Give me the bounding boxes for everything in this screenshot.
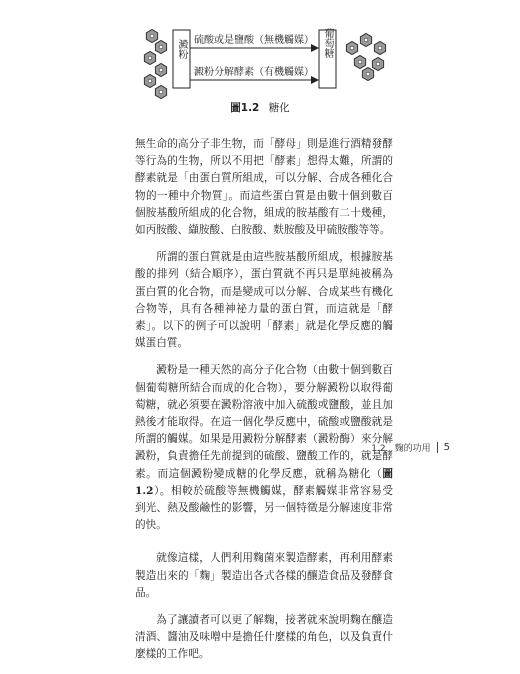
footer-section: 1.2 麴的功用 <box>371 444 431 454</box>
hexagon-dot <box>358 60 362 64</box>
hexagon-dot <box>148 79 152 83</box>
caption-text: 糖化 <box>268 102 290 114</box>
starch-molecule-icon <box>144 30 166 99</box>
page-number: 5 <box>437 442 450 453</box>
paragraph-5: 為了讓讀者可以更了解麴，接著就來說明麴在釀造清酒、醬油及味噌中是擔任什麼樣的角色，以及負責什麼樣的工作吧。 <box>135 614 393 661</box>
paragraph-3-tail: ）。相較於硫酸等無機觸媒，酵素觸媒非常容易受到光、熱及酸鹼性的影響，另一個特徵是分解速度非常的快。 <box>135 484 393 532</box>
hexagon-dot <box>159 45 163 49</box>
hexagon-dot <box>376 62 380 66</box>
hexagon-dot <box>150 34 154 38</box>
figure-caption <box>0 100 520 115</box>
hexagon-dot <box>366 72 370 76</box>
paragraph-4: 就像這樣，人們利用麴菌來製造酵素，再利用酵素製造出來的「麴」製造出各式各樣的釀造食品及發酵食品。 <box>135 552 393 599</box>
paragraph-3-text: 澱粉是一種天然的高分子化合物（由數十個到數百個葡萄糖所結合而成的化合物），要分解澱粉以取得葡萄糖，就必須要在澱粉溶液中加入硫酸或鹽酸，並且加熱後才能取得。在這一個化學反應中，硫酸或鹽酸就是所謂的觸媒。如果是用澱粉分解酵素（澱粉酶）來分解澱粉，負責擔任先前提到的硫酸、鹽酸工作的，就是酵素。而這個澱粉變成糖的化學反應，就稱為糖化（ <box>135 364 393 480</box>
hexagon-dot <box>159 68 163 72</box>
bottom-arrow-label: 澱粉分解酵素（有機觸媒） <box>194 67 314 78</box>
page-footer <box>371 441 450 454</box>
top-arrow-label: 硫酸或是鹽酸（無機觸媒） <box>194 35 314 46</box>
figure-reference: 圖1.2 <box>135 467 393 497</box>
body-text <box>135 136 393 674</box>
hexagon-dot <box>364 38 368 42</box>
glucose-molecule-icon <box>346 34 385 81</box>
glucose-box-label: 葡萄糖 <box>322 28 333 58</box>
hexagon-dot <box>159 90 163 94</box>
hexagon-dot <box>378 46 382 50</box>
paragraph-1: 無生命的高分子非生物，而「酵母」則是進行酒精發酵等行為的生物，所以不用把「酵素」想得太難，所謂的酵素就是「由蛋白質所組成，可以分解、合成各種化合物的一種中介物質」。而這些蛋白質是由數十個到數百個胺基酸所組成的化合物，組成的胺基酸有二十幾種，如丙胺酸、纈胺酸、白胺酸、麩胺酸及甲硫胺酸等等。 <box>135 138 393 237</box>
caption-label: 圖1.2 <box>230 102 260 114</box>
hexagon-dot <box>350 46 354 50</box>
hexagon-dot <box>148 56 152 60</box>
paragraph-2: 所謂的蛋白質就是由這些胺基酸所組成，根據胺基酸的排列（結合順序），蛋白質就不再只是單純被稱為蛋白質的化合物，而是變成可以分解、合成某些有機化合物等，具有各種神祕力量的蛋白質，而這就是「酵素」。以下的例子可以說明「酵素」就是化學反應的觸媒蛋白質。 <box>135 251 393 350</box>
starch-box-label: 澱粉 <box>176 39 187 59</box>
paragraph-3 <box>135 362 393 534</box>
